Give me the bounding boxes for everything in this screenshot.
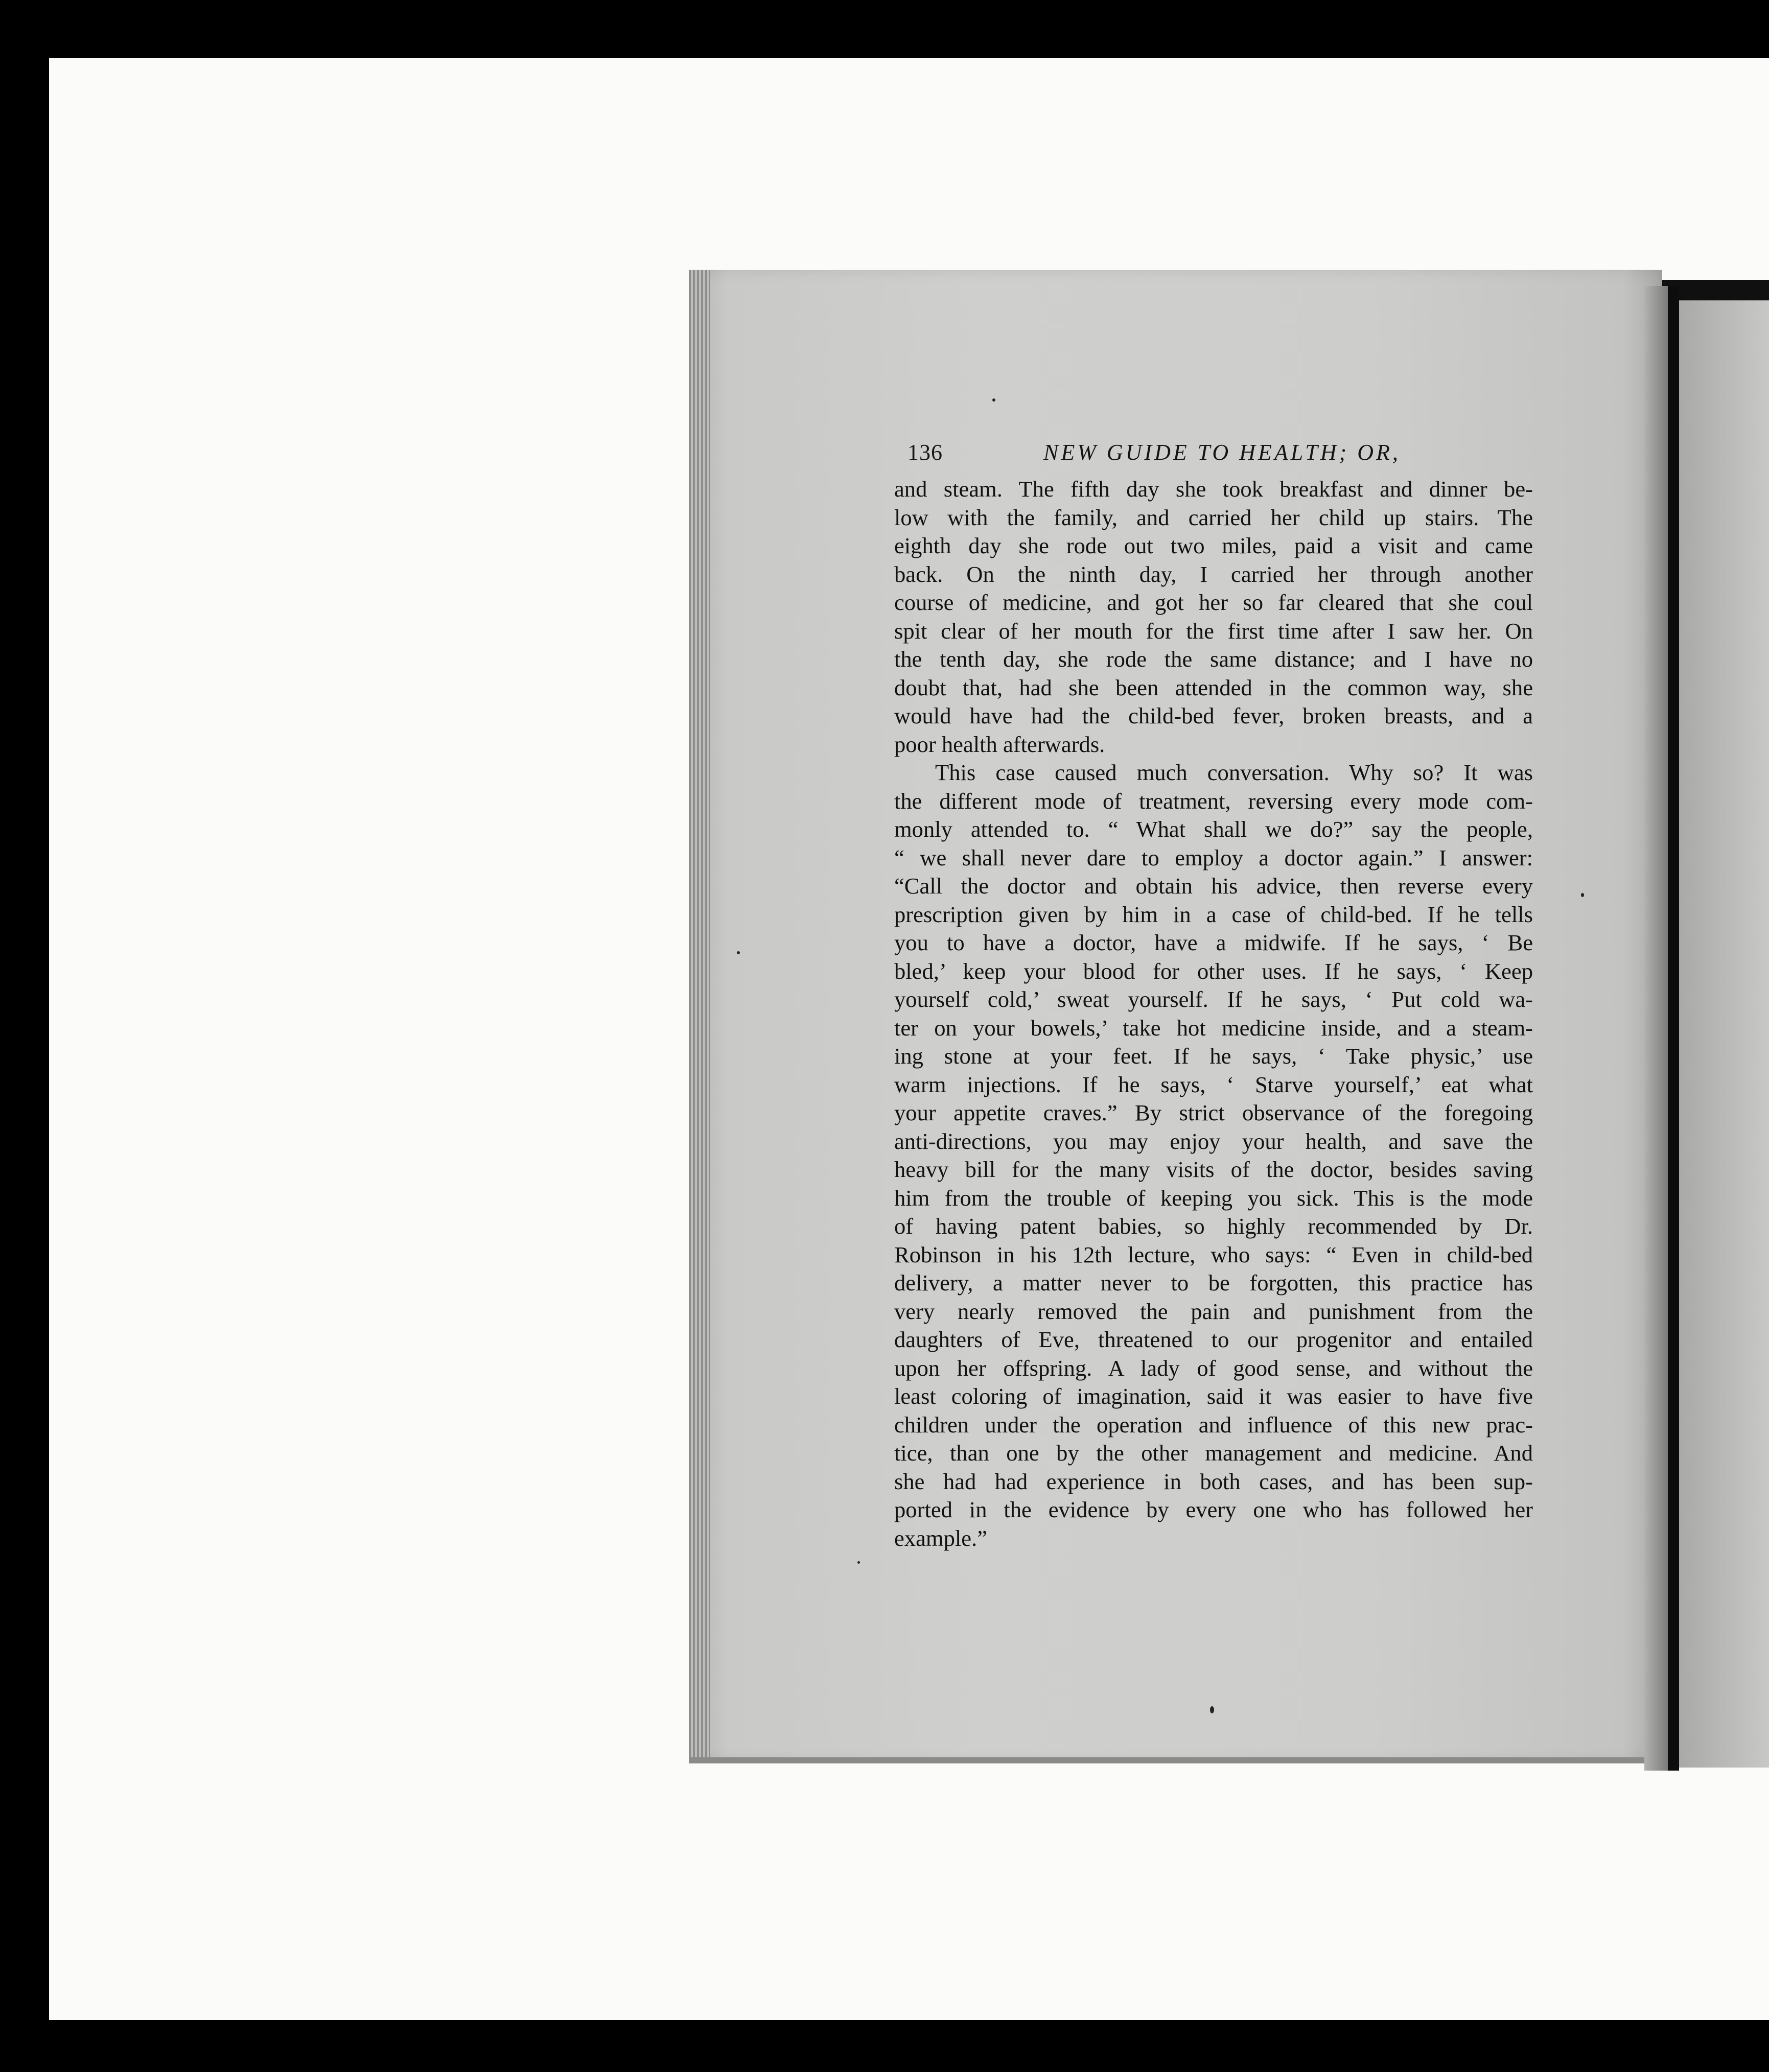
text-line: ported in the evidence by every one who has followed her [894,1497,1533,1522]
text-line: doubt that, had she been attended in the common way, she [894,674,1533,700]
text-line: daughters of Eve, threatened to our progenitor and entailed [894,1327,1533,1352]
page-stack-edge [689,270,710,1762]
text-line: example.” [894,1525,987,1551]
text-line: low with the family, and carried her child up stairs. The [894,504,1533,530]
text-line: spit clear of her mouth for the first time after I saw her. On [894,618,1533,644]
dust-speck [992,398,995,402]
body-text [894,475,1533,1573]
text-line: and steam. The fifth day she took breakfast and dinner be- [894,476,1533,502]
text-line: you to have a doctor, have a midwife. If he says, ‘ Be [894,930,1533,955]
text-line: eighth day she rode out two miles, paid a visit and came [894,533,1533,558]
text-line: delivery, a matter never to be forgotten, this practice has [894,1270,1533,1296]
dust-speck [1581,893,1584,897]
text-line: your appetite craves.” By strict observance of the foregoing [894,1100,1533,1125]
text-line: warm injections. If he says, ‘ Starve yourself,’ eat what [894,1071,1533,1097]
text-line: she had had experience in both cases, and has been sup- [894,1468,1533,1494]
text-line: of having patent babies, so highly recommended by Dr. [894,1213,1533,1239]
text-line: Robinson in his 12th lecture, who says: “ Even in child-bed [894,1241,1533,1267]
text-line: yourself cold,’ sweat yourself. If he says, ‘ Put cold wa- [894,986,1533,1012]
text-line: heavy bill for the many visits of the doctor, besides saving [894,1157,1533,1182]
text-line: the different mode of treatment, reversing every mode com- [894,788,1533,814]
text-line: back. On the ninth day, I carried her through another [894,561,1533,587]
dust-speck [1210,1706,1214,1713]
text-line: tice, than one by the other management and medicine. And [894,1440,1533,1466]
text-line: children under the operation and influence of this new prac- [894,1411,1533,1438]
text-line: least coloring of imagination, said it was easier to have five [894,1383,1533,1409]
text-line: ing stone at your feet. If he says, ‘ Take physic,’ use [894,1043,1533,1069]
text-line: poor health afterwards. [894,731,1105,757]
text-line: the tenth day, she rode the same distance; and I have no [894,646,1533,672]
book-spine [1667,286,1679,1771]
gutter-shadow [1644,286,1668,1771]
dust-speck [737,951,740,954]
page-bottom-edge [689,1757,1662,1763]
text-line: “ we shall never dare to employ a doctor again.” I answer: [894,844,1533,870]
text-line: anti-directions, you may enjoy your health, and save the [894,1128,1533,1154]
facing-page [1679,300,1769,1768]
scan-bottom-border [0,2020,1769,2072]
text-line: course of medicine, and got her so far cleared that she coul [894,590,1533,615]
text-line: prescription given by him in a case of child-bed. If he tells [894,901,1533,927]
running-title: NEW GUIDE TO HEALTH; OR, [1043,440,1401,465]
text-line: ter on your bowels,’ take hot medicine inside, and a steam- [894,1015,1533,1041]
text-line: upon her offspring. A lady of good sense, and without the [894,1355,1533,1381]
dust-speck [857,1561,860,1564]
text-line: him from the trouble of keeping you sick. This is the mode [894,1185,1533,1211]
text-line: This case caused much conversation. Why so? It was [935,760,1533,785]
text-line: very nearly removed the pain and punishment from the [894,1298,1533,1324]
page-number: 136 [907,440,943,465]
text-line: would have had the child-bed fever, broken breasts, and a [894,703,1533,728]
running-head [907,439,1418,470]
text-line: “Call the doctor and obtain his advice, then reverse every [894,873,1533,899]
text-line: monly attended to. “ What shall we do?” say the people, [894,816,1533,842]
text-line: bled,’ keep your blood for other uses. If he says, ‘ Keep [894,958,1533,984]
